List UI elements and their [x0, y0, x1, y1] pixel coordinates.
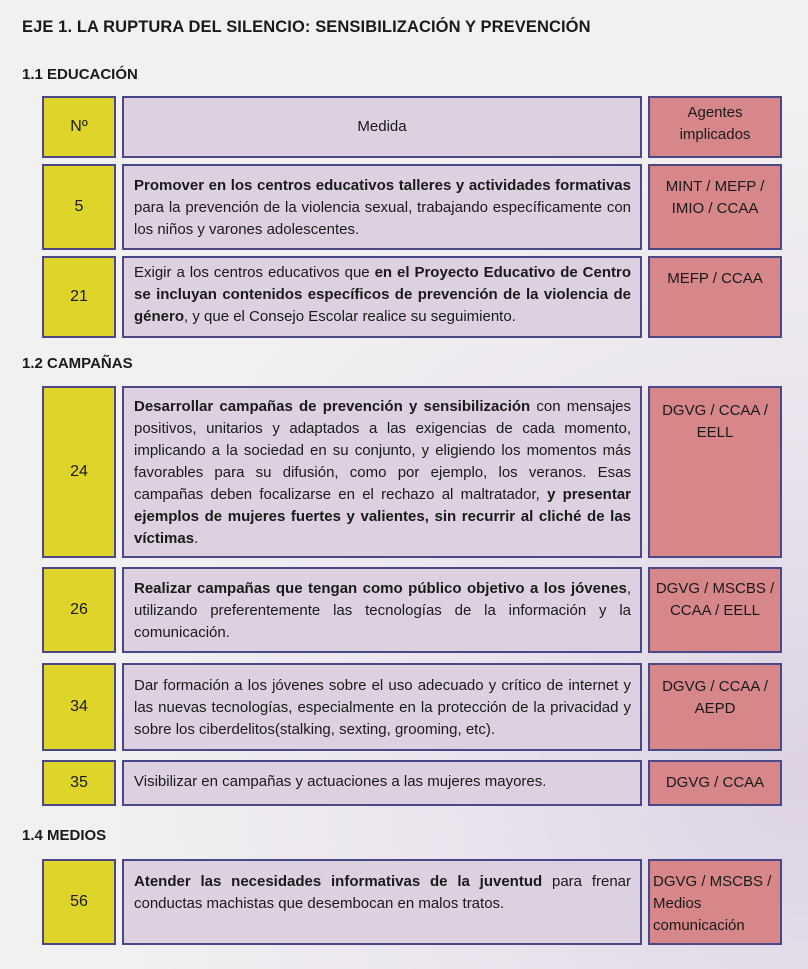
row-medida	[122, 859, 642, 945]
medida-text-segment: para frenar conductas machistas que desembocan en malos tratos.	[134, 873, 632, 912]
row-medida	[122, 164, 642, 250]
medida-text-segment: , y que el Consejo Escolar realice su seguimiento.	[184, 308, 516, 325]
section-title-educacion: 1.1 EDUCACIÓN	[22, 66, 138, 83]
medida-text-segment: , utilizando preferentemente las tecnologías de la información y la comunicación.	[134, 580, 631, 641]
row-medida	[122, 256, 642, 338]
row-medida	[122, 760, 642, 806]
row-number: 56	[42, 859, 116, 945]
medida-text-segment: Desarrollar campañas de prevención y sensibilización	[134, 398, 531, 415]
row-agentes: DGVG / CCAA / AEPD	[648, 663, 782, 751]
medida-text-segment: con mensajes positivos, unitarios y adaptados a las exigencias de cada momento, implicando a la sociedad en su conjunto, y eligiendo los momentos más favorables para su difusión, como por ejemplo, los veranos. Esas campañas deben focalizarse en el rechazo al maltratador,	[134, 398, 631, 503]
row-medida	[122, 663, 642, 751]
section-title-campanas: 1.2 CAMPAÑAS	[22, 355, 133, 372]
row-number: 26	[42, 567, 116, 653]
row-agentes: DGVG / CCAA	[648, 760, 782, 806]
medida-text-segment: Atender las necesidades informativas de la juventud	[134, 873, 543, 890]
header-medida: Medida	[122, 96, 642, 158]
row-medida	[122, 567, 642, 653]
medida-text-segment: y presentar ejemplos de mujeres fuertes y valientes, sin recurrir al cliché de las víctimas	[134, 486, 631, 547]
page-title: EJE 1. LA RUPTURA DEL SILENCIO: SENSIBILIZACIÓN Y PREVENCIÓN	[22, 18, 591, 36]
medida-text-segment: Dar formación a los jóvenes sobre el uso adecuado y crítico de internet y las nuevas tecnologías, especialmente en la protección de la privacidad y sobre los ciberdelitos(stalking, sexting, grooming, etc).	[134, 677, 631, 738]
row-number: 5	[42, 164, 116, 250]
medida-text-segment: .	[194, 530, 199, 547]
section-title-medios: 1.4 MEDIOS	[22, 827, 107, 844]
medida-text-segment: Promover en los centros educativos talleres y actividades formativas	[134, 177, 631, 194]
header-agentes: Agentes implicados	[648, 96, 782, 158]
row-agentes: DGVG / MSCBS / CCAA / EELL	[648, 567, 782, 653]
medida-text-segment: Visibilizar en campañas y actuaciones a las mujeres mayores.	[134, 773, 547, 790]
row-number: 35	[42, 760, 116, 806]
row-agentes: DGVG / MSCBS / Medios comunicación	[648, 859, 782, 945]
medida-text-segment: Exigir a los centros educativos que	[134, 264, 375, 281]
row-agentes: MEFP / CCAA	[648, 256, 782, 338]
medida-text-segment: en el Proyecto Educativo de Centro se incluyan contenidos específicos de prevención de la violencia de género	[134, 264, 631, 325]
row-agentes: DGVG / CCAA / EELL	[648, 386, 782, 558]
header-num: Nº	[42, 96, 116, 158]
row-number: 24	[42, 386, 116, 558]
row-agentes: MINT / MEFP / IMIO / CCAA	[648, 164, 782, 250]
medida-text-segment: para la prevención de la violencia sexual, trabajando específicamente con los niños y varones adolescentes.	[134, 199, 631, 238]
medida-text-segment: Realizar campañas que tengan como público objetivo a los jóvenes	[134, 580, 627, 597]
row-number: 34	[42, 663, 116, 751]
row-medida	[122, 386, 642, 558]
row-number: 21	[42, 256, 116, 338]
